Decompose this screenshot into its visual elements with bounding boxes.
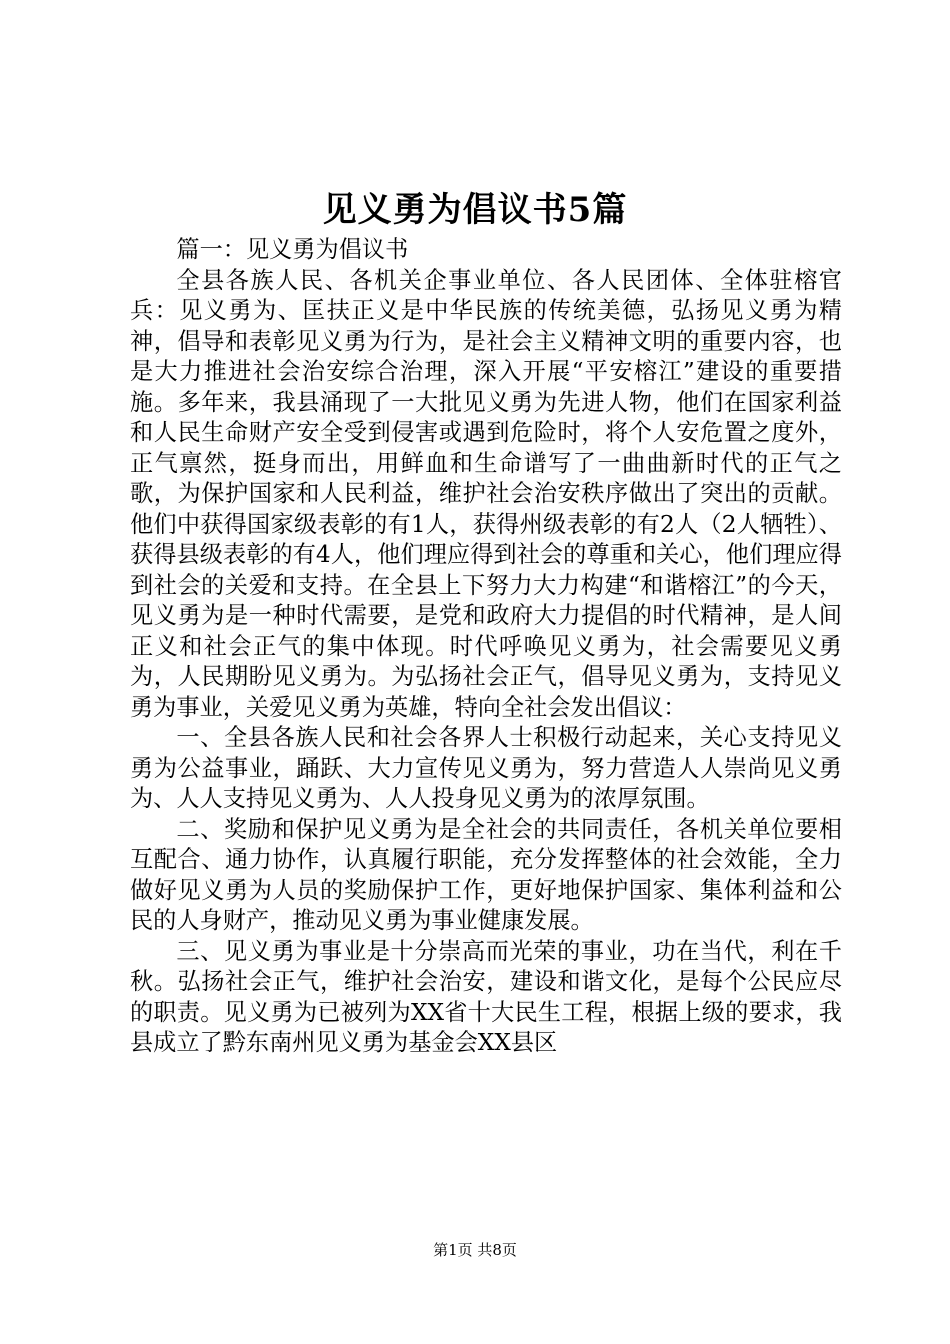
document-title: 见义勇为倡议书5篇 xyxy=(322,190,628,230)
body-paragraph: 三、见义勇为事业是十分崇高而光荣的事业，功在当代，利在千秋。弘扬社会正气，维护社会治安，建设和谐文化，是每个公民应尽的职责。见义勇为已被列为XX省十大民生工程，根据上级的要求，我县成立了黔东南州见义勇为基金会XX县区 xyxy=(130,937,842,1056)
document-body xyxy=(130,235,842,1059)
body-paragraph: 一、全县各族人民和社会各界人士积极行动起来，关心支持见义勇为公益事业，踊跃、大力宣传见义勇为，努力营造人人崇尚见义勇为、人人支持见义勇为、人人投身见义勇为的浓厚氛围。 xyxy=(130,724,842,812)
page-number-footer: 第1页 共8页 xyxy=(433,1241,517,1259)
body-paragraph: 全县各族人民、各机关企事业单位、各人民团体、全体驻榕官兵：见义勇为、匡扶正义是中华民族的传统美德，弘扬见义勇为精神，倡导和表彰见义勇为行为，是社会主义精神文明的重要内容，也是大力推进社会治安综合治理，深入开展“平安榕江”建设的重要措施。多年来，我县涌现了一大批见义勇为先进人物，他们在国家利益和人民生命财产安全受到侵害或遇到危险时，将个人安危置之度外，正气禀然，挺身而出，用鲜血和生命谱写了一曲曲新时代的正气之歌，为保护国家和人民利益，维护社会治安秩序做出了突出的贡献。他们中获得国家级表彰的有1人，获得州级表彰的有2人（2人牺牲）、获得县级表彰的有4人，他们理应得到社会的尊重和关心，他们理应得到社会的关爱和支持。在全县上下努力大力构建“和谐榕江”的今天，见义勇为是一种时代需要，是党和政府大力提倡的时代精神，是人间正义和社会正气的集中体现。时代呼唤见义勇为，社会需要见义勇为，人民期盼见义勇为。为弘扬社会正气，倡导见义勇为，支持见义勇为事业，关爱见义勇为英雄，特向全社会发出倡议： xyxy=(130,266,842,721)
section-heading: 篇一：见义勇为倡议书 xyxy=(176,236,409,263)
body-paragraph: 二、奖励和保护见义勇为是全社会的共同责任，各机关单位要相互配合、通力协作，认真履行职能，充分发挥整体的社会效能，全力做好见义勇为人员的奖励保护工作，更好地保护国家、集体利益和公民的人身财产，推动见义勇为事业健康发展。 xyxy=(130,815,842,934)
